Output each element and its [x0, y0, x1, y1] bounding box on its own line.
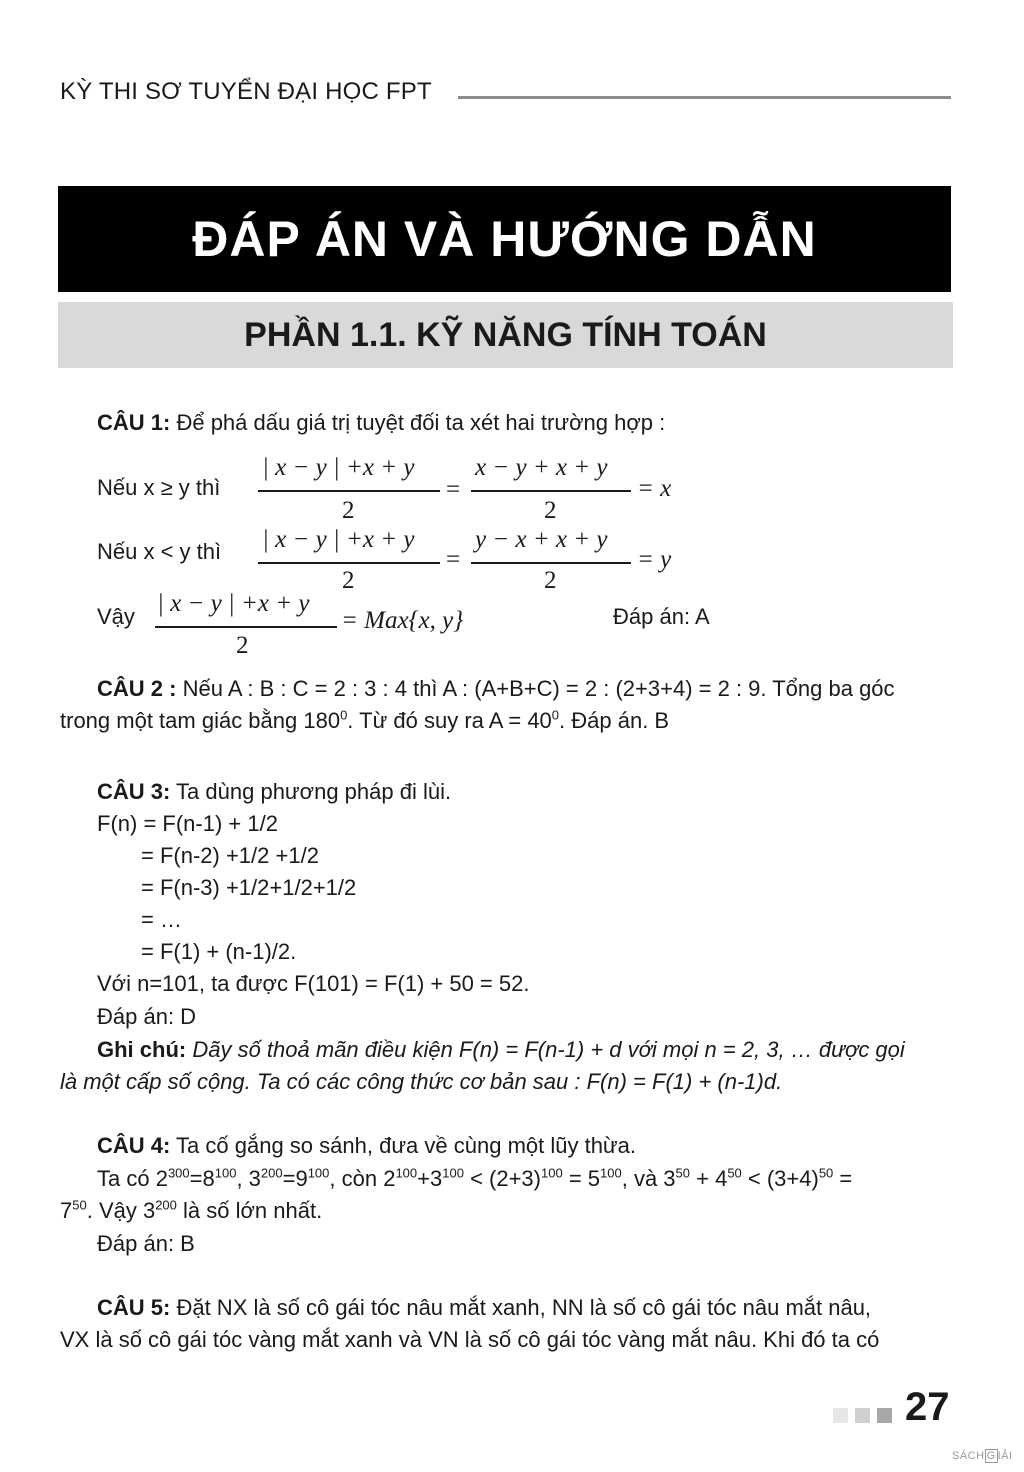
- chapter-title: ĐÁP ÁN VÀ HƯỚNG DẪN: [192, 211, 817, 267]
- section-bar: [58, 302, 953, 368]
- q1-case2-eq: =: [446, 546, 461, 573]
- q3-label: CÂU 3:: [97, 779, 171, 804]
- q1-conclusion-fraction-bar: [155, 626, 337, 628]
- q1-case2-den-2: 2: [544, 567, 557, 594]
- q3-intro: CÂU 3: Ta dùng phương pháp đi lùi.: [97, 779, 452, 804]
- q1-conclusion-result: = Max{x, y}: [341, 607, 464, 634]
- q1-label: CÂU 1:: [97, 410, 171, 435]
- q3-derivation-line: F(n) = F(n-1) + 1/2: [97, 811, 278, 836]
- q3-derivation-line: = …: [141, 907, 182, 932]
- q3-answer: Đáp án: D: [97, 1004, 197, 1029]
- q5-line1: CÂU 5: Đặt NX là số cô gái tóc nâu mắt xanh, NN là số cô gái tóc nâu mắt nâu,: [97, 1295, 872, 1320]
- q1-case1-eq: =: [446, 476, 461, 503]
- q1-case2-label: Nếu x < y thì: [97, 539, 222, 564]
- q1-answer: Đáp án: A: [613, 604, 710, 629]
- q1-case1-fraction-bar-2: [471, 490, 631, 492]
- section-title: PHẦN 1.1. KỸ NĂNG TÍNH TOÁN: [244, 315, 767, 354]
- q2-line2: trong một tam giác bằng $180^0$. Từ đó suy ra $A = 40^0$. Đáp án. B: [60, 707, 670, 733]
- q1-case1-den-2: 2: [544, 497, 557, 524]
- q1-conclusion-num: | x − y | +x + y: [157, 590, 310, 617]
- header-rule: [458, 96, 951, 99]
- page-marker-square: [877, 1408, 892, 1423]
- q4-comparison-line: Ta có $2^{300}=8^{100}$, $3^{200}=9^{100}$, còn $2^{100}+3^{100} < (2+3)^{100} = 5^{100}$, và $3^{50} + 4^{50} < (3+4)^{50}$ =: [97, 1165, 853, 1191]
- q3-derivation-line: = F(1) + (n-1)/2.: [141, 939, 297, 964]
- q1-case1-label: Nếu x ≥ y thì: [97, 475, 221, 500]
- q1-case2-den: 2: [342, 567, 355, 594]
- q3-result: Với n=101, ta được F(101) = F(1) + 50 = 52.: [97, 971, 530, 996]
- q1-case2-num-abs: | x − y | +x + y: [262, 526, 415, 553]
- q3-derivation-line: = F(n-3) +1/2+1/2+1/2: [141, 875, 357, 900]
- q1-case1-num-expanded: x − y + x + y: [475, 454, 608, 481]
- q1-conclusion-den: 2: [236, 632, 249, 659]
- q1-conclusion-label: Vậy: [97, 604, 135, 629]
- running-header: KỲ THI SƠ TUYỂN ĐẠI HỌC FPT: [60, 78, 432, 105]
- q3-note-line1: Ghi chú: Dãy số thoả mãn điều kiện F(n) = F(n-1) + d với mọi n = 2, 3, … được gọi: [97, 1037, 905, 1062]
- q1-case1-result: = x: [637, 475, 672, 502]
- q3-note-label: Ghi chú:: [97, 1037, 187, 1062]
- q1-case2-result: = y: [637, 546, 672, 573]
- q1-case1-fraction-bar: [258, 490, 440, 492]
- q5-label: CÂU 5:: [97, 1295, 171, 1320]
- chapter-banner: [58, 186, 951, 292]
- watermark-logo: SÁCH G IẢI: [952, 1450, 1013, 1462]
- page-marker-square: [833, 1408, 848, 1423]
- q4-intro: CÂU 4: Ta cố gắng so sánh, đưa về cùng một lũy thừa.: [97, 1133, 637, 1158]
- q3-note-line2: là một cấp số cộng. Ta có các công thức cơ bản sau : F(n) = F(1) + (n-1)d.: [60, 1069, 783, 1094]
- q1-case1-den: 2: [342, 497, 355, 524]
- page-marker-square: [855, 1408, 870, 1423]
- q3-derivation-line: = F(n-2) +1/2 +1/2: [141, 843, 319, 868]
- q1-case2-num-expanded: y − x + x + y: [475, 526, 608, 553]
- q2-line1: CÂU 2 : Nếu A : B : C = 2 : 3 : 4 thì A : (A+B+C) = 2 : (2+3+4) = 2 : 9. Tổng ba góc: [97, 676, 895, 701]
- q1-case2-fraction-bar: [258, 562, 440, 564]
- page-number: 27: [905, 1385, 950, 1429]
- q4-answer: Đáp án: B: [97, 1231, 195, 1256]
- q5-line2: VX là số cô gái tóc vàng mắt xanh và VN là số cô gái tóc vàng mắt nâu. Khi đó ta có: [60, 1327, 880, 1352]
- q1-case1-num-abs: | x − y | +x + y: [262, 454, 415, 481]
- q4-conclusion-line: $7^{50}$. Vậy $3^{200}$ là số lớn nhất.: [60, 1197, 323, 1223]
- q1-case2-fraction-bar-2: [471, 562, 631, 564]
- q2-label: CÂU 2 :: [97, 676, 177, 701]
- q1-intro: CÂU 1: Để phá dấu giá trị tuyệt đối ta xét hai trường hợp :: [97, 410, 666, 435]
- q4-label: CÂU 4:: [97, 1133, 171, 1158]
